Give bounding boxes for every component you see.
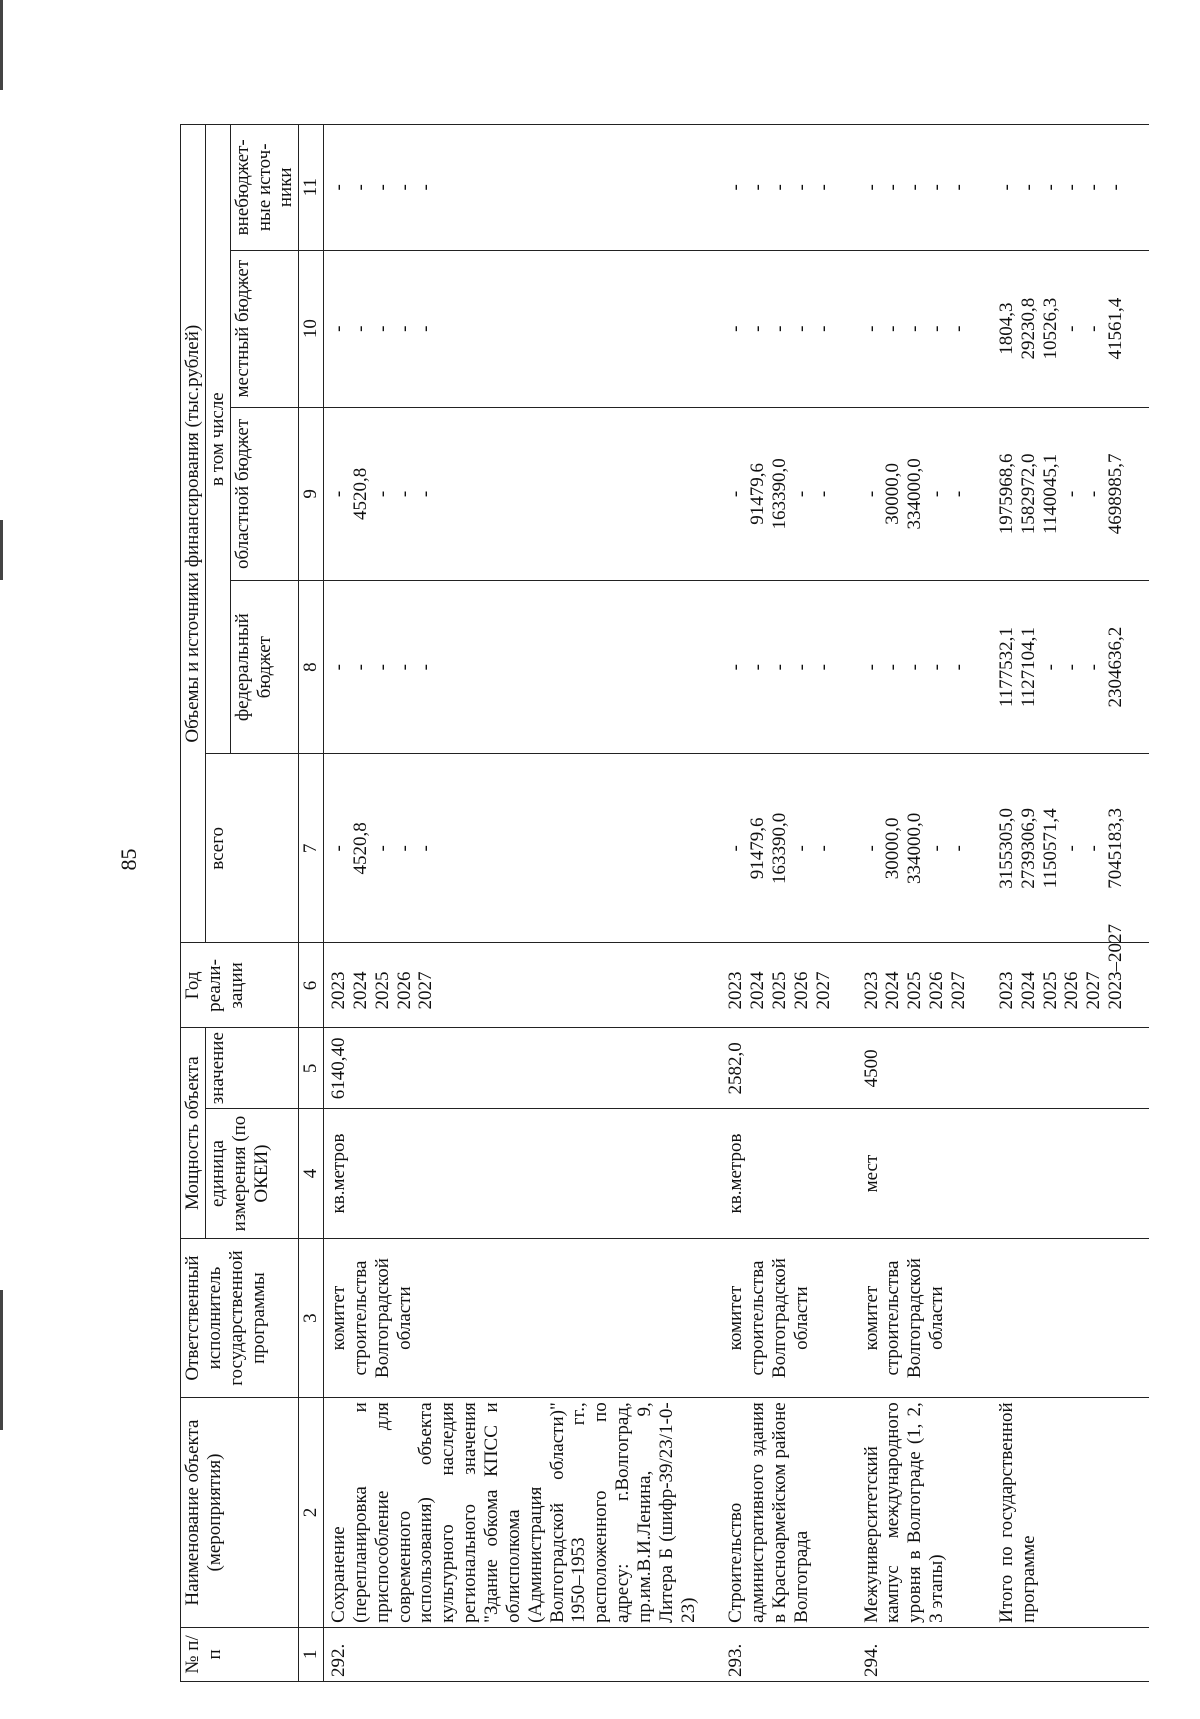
implementation-years-list — [861, 947, 970, 1023]
funding-regional-value: - — [948, 490, 969, 498]
implementation-years-value: 2025 — [371, 971, 393, 1010]
responsible-executor — [992, 1238, 1149, 1397]
funding-local-value: - — [371, 325, 393, 332]
capacity-unit — [721, 1109, 856, 1239]
funding-extra-value: - — [1039, 184, 1061, 191]
header-federal: федеральный бюджет — [230, 581, 299, 754]
funding-total-value: - — [790, 845, 812, 852]
funding-regional-value: - — [790, 490, 812, 498]
implementation-years-value: 2027 — [1083, 971, 1105, 1010]
funding-federal — [992, 581, 1149, 754]
row-number-text: 293. — [725, 1643, 747, 1677]
funding-federal-value: - — [393, 663, 415, 671]
implementation-years-value: 2023 — [860, 971, 882, 1010]
responsible-executor-text: комитет строительства Волгоградской области — [328, 1258, 415, 1379]
funding-regional-list — [725, 412, 834, 576]
funding-extra-list — [328, 129, 437, 246]
responsible-executor-text: комитет строительства Волгоградской области — [725, 1258, 812, 1379]
funding-total-value: - — [812, 845, 834, 852]
financing-table — [180, 124, 1149, 1682]
funding-total-value: 2739306,9 — [1017, 807, 1039, 889]
funding-extra-value: - — [904, 184, 926, 191]
funding-total-value: - — [1083, 845, 1105, 852]
funding-regional-value: - — [393, 490, 415, 498]
funding-regional-value: 1140045,1 — [1039, 453, 1061, 534]
funding-federal-value: 2304636,2 — [1105, 626, 1127, 708]
implementation-years-list — [328, 947, 437, 1023]
funding-local-value: - — [860, 325, 882, 332]
responsible-executor-text: комитет строительства Волгоградской области — [860, 1258, 948, 1379]
table-row — [721, 125, 856, 1682]
header-year: Год реали-зации — [181, 943, 299, 1028]
funding-total-value: - — [393, 845, 415, 852]
funding-extra-list — [996, 129, 1127, 246]
header-regional: областной бюджет — [230, 407, 299, 580]
capacity-unit-text: кв.метров — [725, 1133, 747, 1214]
funding-extra-value: - — [948, 184, 969, 191]
funding-extra-value: - — [812, 184, 834, 191]
funding-total — [857, 754, 992, 943]
funding-extra-value: - — [790, 184, 812, 191]
funding-total — [324, 754, 722, 943]
capacity-unit-text: мест — [860, 1154, 882, 1193]
funding-regional-value: - — [371, 490, 393, 498]
table-header — [181, 125, 324, 1682]
object-name — [992, 1398, 1149, 1628]
funding-extra-value: - — [349, 184, 371, 191]
funding-federal-value: 1127104,1 — [1017, 627, 1039, 708]
implementation-years — [857, 943, 992, 1028]
object-name-text: Строительство административного здания в Красноармейском районе Волгограда — [725, 1402, 812, 1623]
funding-regional-value: - — [1061, 490, 1083, 498]
funding-regional-value: 4698985,7 — [1105, 453, 1127, 535]
funding-local-value: - — [415, 325, 437, 332]
funding-extra-value: - — [415, 184, 437, 191]
funding-federal — [721, 581, 856, 754]
funding-total-value: 7045183,3 — [1105, 807, 1127, 889]
implementation-years-value: 2027 — [812, 971, 834, 1010]
col-number: 3 — [299, 1238, 324, 1397]
object-name-text: Итого по государственной программе — [995, 1402, 1039, 1623]
funding-local-value: - — [747, 325, 769, 332]
funding-total-value: - — [860, 845, 882, 852]
funding-extra — [992, 125, 1149, 251]
implementation-years-value: 2026 — [393, 971, 415, 1010]
responsible-executor — [857, 1238, 992, 1397]
funding-local-list — [861, 255, 970, 403]
funding-local-value: - — [328, 325, 350, 332]
header-executor: Ответственный исполнитель государственной программы — [181, 1238, 299, 1397]
implementation-years-list — [995, 923, 1127, 1023]
funding-total-list — [328, 758, 437, 938]
col-number: 9 — [299, 407, 324, 580]
row-number — [857, 1627, 992, 1681]
capacity-unit-text: кв.метров — [328, 1133, 350, 1214]
funding-extra-list — [725, 129, 834, 246]
object-name-text: Межуниверситетский кампус международного уровня в Волгограде (1, 2, 3 этапы) — [860, 1402, 948, 1623]
capacity-value-text: 4500 — [860, 1049, 882, 1088]
funding-extra-value: - — [860, 184, 882, 191]
funding-total-value: 30000,0 — [882, 817, 904, 880]
funding-regional-value: - — [1083, 490, 1105, 498]
capacity-unit — [992, 1109, 1149, 1239]
implementation-years-value: 2023 — [328, 971, 350, 1010]
funding-federal-value: - — [415, 663, 437, 671]
responsible-executor — [721, 1238, 856, 1397]
implementation-years-value: 2025 — [769, 971, 791, 1010]
funding-total-value: 4520,8 — [349, 822, 371, 875]
funding-local-value: - — [769, 325, 791, 332]
table-row — [992, 125, 1149, 1682]
funding-extra-value: - — [882, 184, 904, 191]
funding-local-value: 41561,4 — [1105, 297, 1127, 360]
implementation-years-value: 2023 — [995, 971, 1017, 1010]
funding-local-value: - — [790, 325, 812, 332]
funding-federal-list — [861, 585, 970, 749]
page-number: 85 — [116, 848, 141, 871]
funding-federal — [324, 581, 722, 754]
funding-local — [857, 250, 992, 407]
funding-regional-value: - — [860, 490, 882, 498]
funding-federal-value: - — [926, 663, 948, 671]
funding-extra — [857, 125, 992, 251]
funding-federal-value: - — [1061, 663, 1083, 671]
funding-regional-value: - — [926, 490, 948, 498]
funding-regional-value: - — [415, 490, 437, 498]
funding-regional — [857, 407, 992, 580]
funding-local-list — [328, 255, 437, 403]
col-number: 5 — [299, 1028, 324, 1109]
funding-federal-value: - — [769, 663, 791, 671]
implementation-years-value: 2024 — [349, 971, 371, 1010]
funding-federal-list — [328, 585, 437, 749]
implementation-years-value: 2024 — [882, 971, 904, 1010]
capacity-value — [721, 1028, 856, 1109]
row-number-text: 294. — [860, 1643, 882, 1677]
funding-local-value: - — [725, 325, 747, 332]
funding-regional-value: - — [812, 490, 834, 498]
implementation-years-value: 2024 — [1017, 971, 1039, 1010]
funding-local-value: - — [812, 325, 834, 332]
object-name — [721, 1398, 856, 1628]
funding-extra-value: - — [1083, 184, 1105, 191]
funding-total-value: - — [1061, 845, 1083, 852]
funding-local-value: 29230,8 — [1017, 297, 1039, 360]
funding-total-value: 91479,6 — [747, 817, 769, 880]
header-including: в том числе — [205, 125, 230, 754]
header-unit: единица измерения (по ОКЕИ) — [205, 1109, 298, 1239]
funding-federal-value: - — [725, 663, 747, 671]
implementation-years-value: 2026 — [790, 971, 812, 1010]
funding-total-value: 163390,0 — [769, 812, 791, 884]
funding-federal-list — [996, 585, 1127, 749]
capacity-value — [992, 1028, 1149, 1109]
table-row — [324, 125, 722, 1682]
col-number: 7 — [299, 754, 324, 943]
col-number: 11 — [299, 125, 324, 251]
funding-local-value: - — [926, 325, 948, 332]
funding-regional — [324, 407, 722, 580]
funding-federal-value: 1177532,1 — [995, 627, 1017, 708]
funding-extra-list — [861, 129, 970, 246]
header-total: всего — [205, 754, 298, 943]
funding-total-value: 334000,0 — [904, 812, 926, 884]
col-number: 6 — [299, 943, 324, 1028]
funding-extra-value: - — [371, 184, 393, 191]
funding-federal-value: - — [860, 663, 882, 671]
funding-regional-value: - — [328, 490, 350, 498]
funding-regional-value: 4520,8 — [349, 467, 371, 521]
funding-federal-value: - — [948, 663, 969, 671]
funding-federal-value: - — [747, 663, 769, 671]
funding-extra-value: - — [926, 184, 948, 191]
funding-local-value: - — [1061, 325, 1083, 332]
funding-regional-value: 30000,0 — [882, 463, 904, 525]
funding-total-value: 1150571,4 — [1039, 808, 1061, 889]
capacity-value — [324, 1028, 722, 1109]
funding-federal-list — [725, 585, 834, 749]
row-number — [992, 1627, 1149, 1681]
funding-extra-value: - — [1017, 184, 1039, 191]
funding-regional-list — [996, 412, 1127, 576]
col-number: 10 — [299, 250, 324, 407]
funding-federal — [857, 581, 992, 754]
funding-local-value: - — [904, 325, 926, 332]
funding-total-list — [861, 758, 970, 938]
header-capacity: Мощность объекта — [181, 1028, 206, 1238]
row-number-text: 292. — [328, 1643, 350, 1677]
object-name — [324, 1398, 722, 1628]
implementation-years-value: 2026 — [1061, 971, 1083, 1010]
funding-federal-value: - — [371, 663, 393, 671]
funding-total — [721, 754, 856, 943]
col-number: 1 — [299, 1627, 324, 1681]
capacity-unit — [857, 1109, 992, 1239]
row-number — [721, 1627, 856, 1681]
col-number: 8 — [299, 581, 324, 754]
funding-regional-list — [861, 412, 970, 576]
funding-total-list — [725, 758, 834, 938]
implementation-years-value: 2024 — [747, 971, 769, 1010]
funding-local-value: - — [882, 325, 904, 332]
funding-local-value: - — [948, 325, 969, 332]
funding-local-list — [996, 255, 1127, 403]
capacity-unit — [324, 1109, 722, 1239]
funding-total-value: - — [415, 845, 437, 852]
funding-extra-value: - — [393, 184, 415, 191]
funding-local-value: - — [1083, 325, 1105, 332]
funding-regional-value: 1975968,6 — [995, 453, 1017, 535]
funding-local — [721, 250, 856, 407]
table-body — [324, 125, 1149, 1682]
implementation-years-value: 2027 — [948, 971, 969, 1010]
funding-total-value: 3155305,0 — [995, 807, 1017, 889]
funding-extra — [324, 125, 722, 251]
funding-local-value: - — [349, 325, 371, 332]
implementation-years-list — [725, 947, 834, 1023]
funding-local-value: - — [393, 325, 415, 332]
funding-federal-value: - — [328, 663, 350, 671]
funding-federal-value: - — [904, 663, 926, 671]
funding-extra-value: - — [725, 184, 747, 191]
funding-federal-value: - — [1083, 663, 1105, 671]
header-value: значение — [205, 1028, 298, 1109]
responsible-executor — [324, 1238, 722, 1397]
funding-regional-value: 1582972,0 — [1017, 453, 1039, 535]
funding-extra-value: - — [1061, 184, 1083, 191]
col-number: 4 — [299, 1109, 324, 1239]
funding-regional-value: 334000,0 — [904, 458, 926, 530]
funding-total-value: - — [328, 845, 350, 852]
funding-federal-value: - — [882, 663, 904, 671]
funding-local — [992, 250, 1149, 407]
funding-total-value: - — [948, 845, 969, 852]
capacity-value-text: 2582,0 — [725, 1042, 747, 1095]
funding-extra — [721, 125, 856, 251]
header-local: местный бюджет — [230, 250, 299, 407]
implementation-years-value: 2023 — [725, 971, 747, 1010]
funding-local-value: 1804,3 — [995, 302, 1017, 355]
implementation-years-value: 2026 — [926, 971, 948, 1010]
implementation-years — [992, 923, 1149, 1028]
funding-federal-value: - — [349, 663, 371, 671]
implementation-years-value: 2025 — [904, 971, 926, 1010]
implementation-years — [324, 943, 722, 1028]
header-num: № п/п — [181, 1627, 299, 1681]
funding-extra-value: - — [769, 184, 791, 191]
implementation-years-value: 2023–2027 — [1105, 923, 1127, 1010]
funding-extra-value: - — [747, 184, 769, 191]
funding-regional-list — [328, 412, 437, 576]
funding-federal-value: - — [1039, 663, 1061, 671]
funding-total-list — [996, 758, 1127, 938]
funding-local — [324, 250, 722, 407]
header-funding: Объемы и источники финансирования (тыс.рублей) — [181, 125, 206, 943]
funding-regional — [992, 407, 1149, 580]
funding-total-value: - — [725, 845, 747, 852]
funding-extra-value: - — [328, 184, 350, 191]
funding-local-list — [725, 255, 834, 403]
capacity-value — [857, 1028, 992, 1109]
row-number — [324, 1627, 722, 1681]
funding-regional-value: - — [725, 490, 747, 498]
implementation-years-value: 2025 — [1039, 971, 1061, 1010]
header-name: Наименование объекта (мероприятия) — [181, 1398, 299, 1628]
implementation-years — [721, 943, 856, 1028]
capacity-value-text: 6140,40 — [328, 1037, 350, 1100]
funding-regional-value: 91479,6 — [747, 463, 769, 525]
funding-extra-value: - — [995, 184, 1017, 191]
object-name-text: Сохранение (перепланировка и приспособление для современного использования) объекта культурного наследия регионального значения "Здание обкома КПСС и облисполкома (Администрация Волгоградской области)" 1950–1953 гг., расположенного по адресу: г.Волгоград, пр.им.В.И.Ленина, 9, Литера Б (шифр-39/23/1-0-23) — [328, 1402, 699, 1623]
funding-federal-value: - — [790, 663, 812, 671]
header-extra: внебюджет-ные источ-ники — [230, 125, 299, 251]
funding-federal-value: - — [812, 663, 834, 671]
funding-total-value: - — [926, 845, 948, 852]
table-row — [857, 125, 992, 1682]
funding-total — [992, 754, 1149, 943]
col-number: 2 — [299, 1398, 324, 1628]
funding-total-value: - — [371, 845, 393, 852]
funding-regional-value: 163390,0 — [769, 458, 791, 530]
funding-extra-value: - — [1105, 184, 1127, 191]
funding-local-value: 10526,3 — [1039, 297, 1061, 360]
implementation-years-value: 2027 — [415, 971, 437, 1010]
object-name — [857, 1398, 992, 1628]
funding-regional — [721, 407, 856, 580]
